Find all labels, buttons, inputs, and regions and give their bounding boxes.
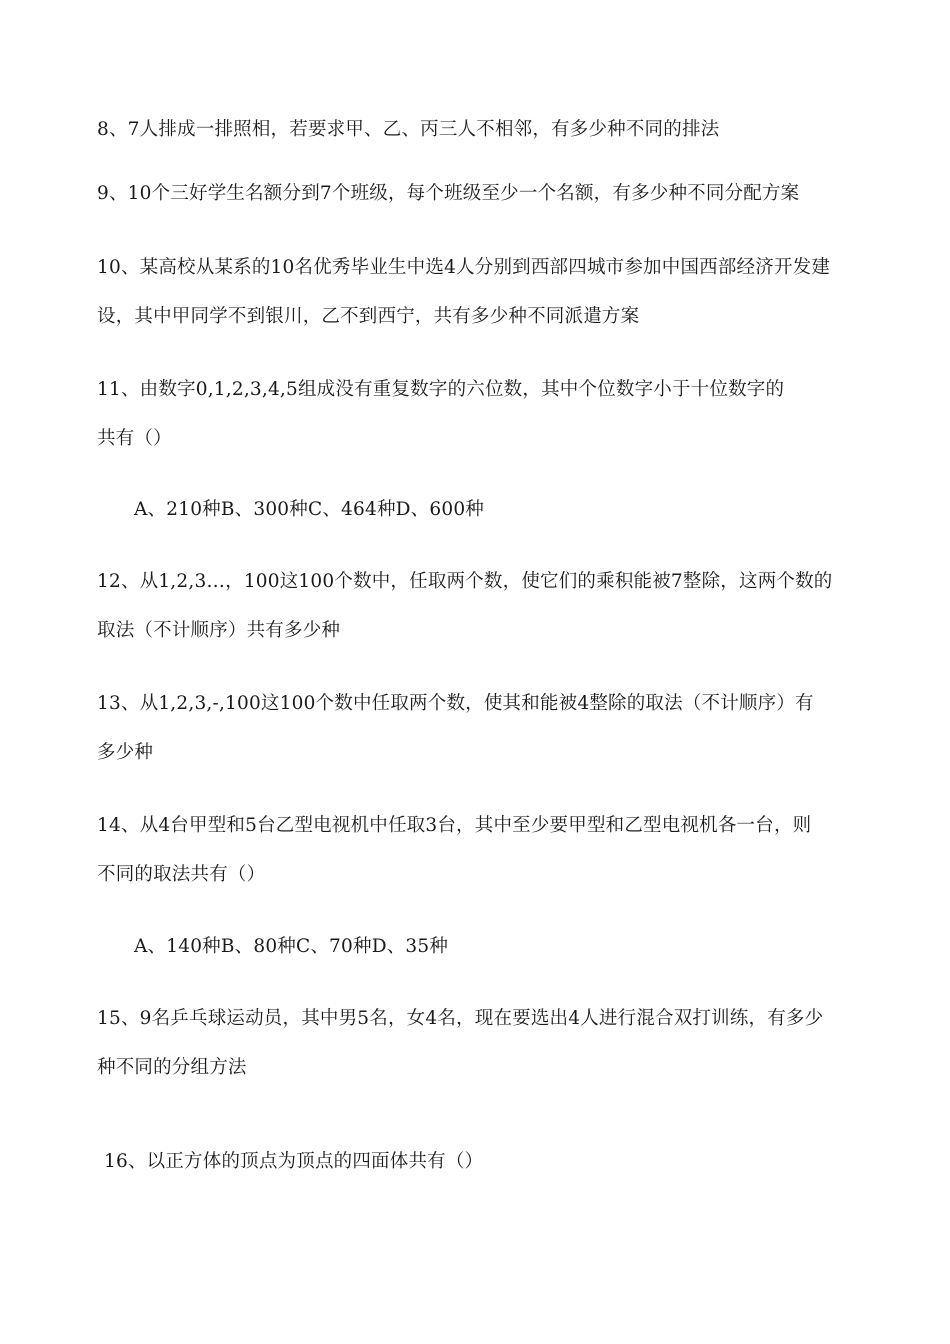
question-10-line-2: 设，其中甲同学不到银川，乙不到西宁，共有多少种不同派遣方案 bbox=[97, 306, 640, 327]
question-10-line-1: 10、某高校从某系的10名优秀毕业生中选4人分别到西部四城市参加中国西部经济开发建 bbox=[97, 257, 831, 278]
question-16-line-1: 16、以正方体的顶点为顶点的四面体共有（） bbox=[104, 1151, 484, 1172]
question-14-line-2: 不同的取法共有（） bbox=[97, 864, 266, 885]
question-13-line-1: 13、从1,2,3,-,100这100个数中任取两个数，使其和能被4整除的取法（不计顺序）有 bbox=[97, 693, 814, 714]
question-13-line-2: 多少种 bbox=[97, 742, 154, 763]
question-11-line-1: 11、由数字0,1,2,3,4,5组成没有重复数字的六位数，其中个位数字小于十位数字的 bbox=[97, 379, 785, 400]
question-9-line-1: 9、10个三好学生名额分到7个班级，每个班级至少一个名额，有多少种不同分配方案 bbox=[97, 183, 800, 204]
question-11-options: A、210种B、300种C、464种D、600种 bbox=[134, 499, 484, 520]
question-12-line-1: 12、从1,2,3…，100这100个数中，任取两个数，使它们的乘积能被7整除，这两个数的 bbox=[97, 571, 833, 592]
question-8-line-1: 8、7人排成一排照相，若要求甲、乙、丙三人不相邻，有多少种不同的排法 bbox=[97, 119, 720, 140]
question-15-line-1: 15、9名乒乓球运动员，其中男5名，女4名，现在要选出4人进行混合双打训练，有多少 bbox=[97, 1008, 824, 1029]
question-14-line-1: 14、从4台甲型和5台乙型电视机中任取3台，其中至少要甲型和乙型电视机各一台，则 bbox=[97, 815, 812, 836]
question-14-options: A、140种B、80种C、70种D、35种 bbox=[134, 936, 449, 957]
question-12-line-2: 取法（不计顺序）共有多少种 bbox=[97, 620, 341, 641]
question-11-line-2: 共有（） bbox=[97, 428, 172, 449]
question-15-line-2: 种不同的分组方法 bbox=[97, 1057, 247, 1078]
